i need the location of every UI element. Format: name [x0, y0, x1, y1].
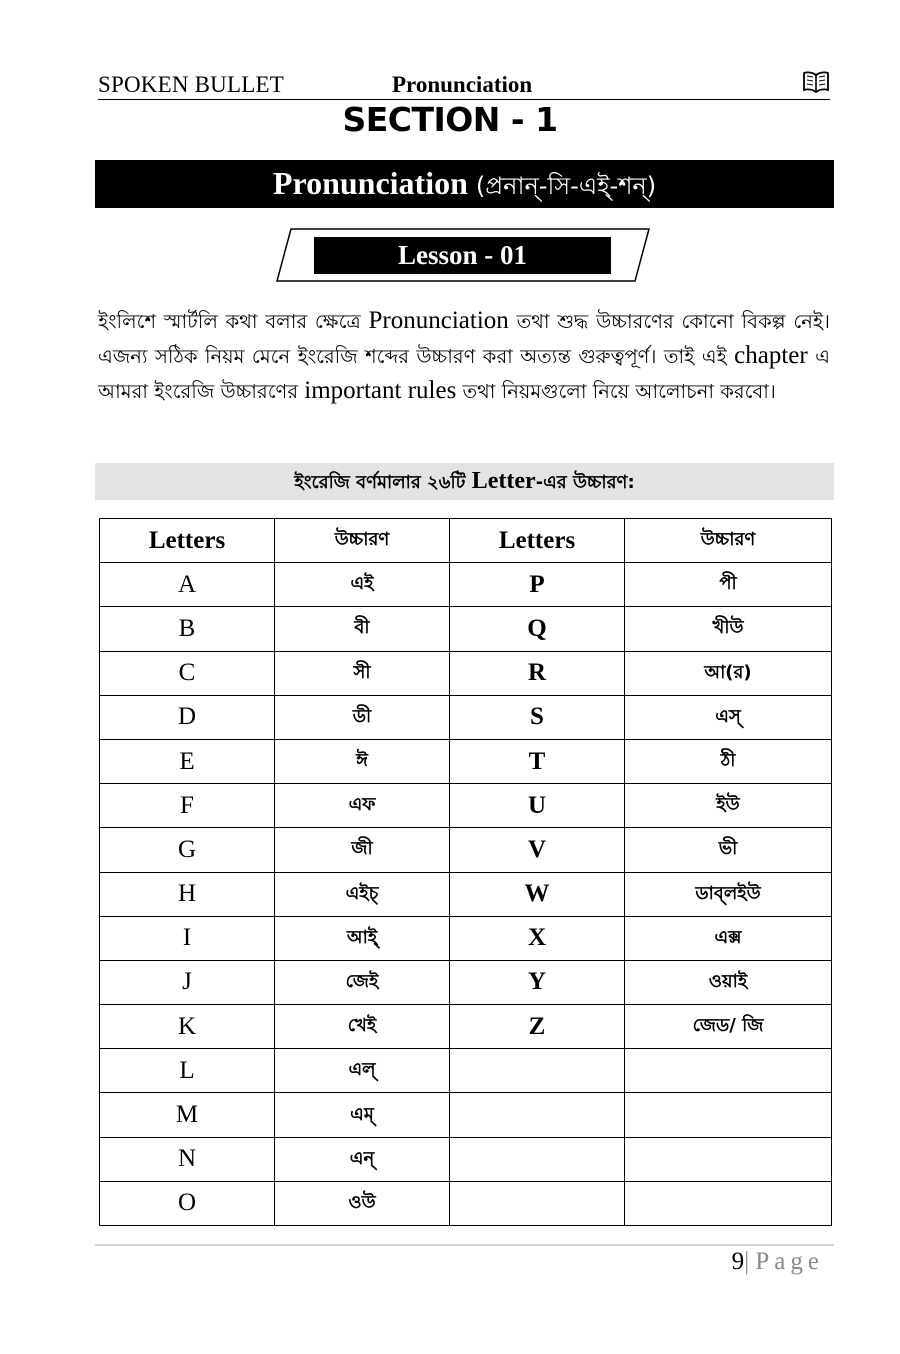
header-letters-2: Letters [450, 519, 625, 563]
table-row [100, 916, 832, 960]
header-letters-1: Letters [100, 519, 275, 563]
letter-cell: W [450, 872, 625, 916]
pronunciation-cell: ঠী [625, 739, 832, 783]
header-pronunciation-2: উচ্চারণ [625, 519, 832, 563]
table-row [100, 1093, 832, 1137]
pronunciation-cell: ওয়াই [625, 960, 832, 1004]
table-row [100, 1137, 832, 1181]
table-row [100, 1049, 832, 1093]
pronunciation-cell: ডাব্‌লইউ [625, 872, 832, 916]
pronunciation-cell: পী [625, 563, 832, 607]
banner-title-bn: (প্রনান্-সি-এই্-শন্) [475, 172, 657, 200]
letter-cell: H [100, 872, 275, 916]
letter-cell: V [450, 828, 625, 872]
pronunciation-cell: জেড/ জি [625, 1005, 832, 1049]
letter-cell: L [100, 1049, 275, 1093]
letter-cell: O [100, 1181, 275, 1225]
pronunciation-cell: বী [275, 607, 450, 651]
pronunciation-cell: ডী [275, 695, 450, 739]
alphabet-subheading [95, 463, 834, 500]
pronunciation-cell: এম্ [275, 1093, 450, 1137]
table-row [100, 1181, 832, 1225]
page-label: Page [755, 1248, 824, 1275]
table-row [100, 607, 832, 651]
chapter-title: Pronunciation [392, 72, 533, 97]
table-row [100, 1005, 832, 1049]
letter-cell: I [100, 916, 275, 960]
header-pronunciation-1: উচ্চারণ [275, 519, 450, 563]
table-row [100, 784, 832, 828]
table-body [100, 563, 832, 1226]
alphabet-table [99, 518, 832, 1226]
page-number: 9 [731, 1248, 745, 1275]
pronunciation-cell: জী [275, 828, 450, 872]
intro-paragraph [98, 304, 830, 409]
letter-cell: F [100, 784, 275, 828]
letter-cell: N [100, 1137, 275, 1181]
letter-cell [450, 1093, 625, 1137]
table-row [100, 739, 832, 783]
intro-text-3: এ আমরা ইংরেজি উচ্চারণের [98, 345, 830, 403]
pronunciation-cell: খেই [275, 1005, 450, 1049]
subheading-letter: Letter [471, 468, 536, 494]
running-header [98, 70, 830, 100]
letter-cell [450, 1181, 625, 1225]
letter-cell: K [100, 1005, 275, 1049]
table-row [100, 872, 832, 916]
letter-cell: Y [450, 960, 625, 1004]
pronunciation-cell: আই্ [275, 916, 450, 960]
pronunciation-cell: এন্ [275, 1137, 450, 1181]
letter-cell: T [450, 739, 625, 783]
table-row [100, 960, 832, 1004]
section-title: SECTION - 1 [342, 100, 558, 139]
letter-cell [450, 1137, 625, 1181]
letter-cell: Q [450, 607, 625, 651]
page-separator: | [744, 1248, 750, 1275]
table-header-row [100, 519, 832, 563]
pronunciation-cell: ভী [625, 828, 832, 872]
letter-cell: D [100, 695, 275, 739]
letter-cell: X [450, 916, 625, 960]
topic-banner [95, 160, 834, 208]
letter-cell: A [100, 563, 275, 607]
letter-cell: M [100, 1093, 275, 1137]
letter-cell: E [100, 739, 275, 783]
letter-cell: G [100, 828, 275, 872]
intro-word-rules: important rules [304, 377, 457, 404]
pronunciation-cell: এক্স [625, 916, 832, 960]
pronunciation-cell: এল্ [275, 1049, 450, 1093]
letter-cell: U [450, 784, 625, 828]
intro-text-2: তথা শুদ্ধ উচ্চারণের কোনো বিকল্প নেই। এজন্য সঠিক নিয়ম মেনে ইংরেজি শব্দের উচ্চারণ করা অত্যন্ত গুরুত্বপূর্ণ। তাই এই [98, 310, 830, 368]
banner-title-en: Pronunciation [272, 165, 468, 201]
table-row [100, 695, 832, 739]
book-icon [802, 70, 830, 94]
letter-cell: B [100, 607, 275, 651]
pronunciation-cell: এস্ [625, 695, 832, 739]
pronunciation-cell: সী [275, 651, 450, 695]
table-row [100, 828, 832, 872]
lesson-label: Lesson - 01 [314, 237, 611, 274]
intro-text-4: তথা নিয়মগুলো নিয়ে আলোচনা করবো। [462, 380, 776, 403]
pronunciation-cell: খীউ [625, 607, 832, 651]
pronunciation-cell: ওউ [275, 1181, 450, 1225]
pronunciation-cell [625, 1093, 832, 1137]
pronunciation-cell: এই [275, 563, 450, 607]
book-title: SPOKEN BULLET [98, 72, 284, 97]
pronunciation-cell: ইউ [625, 784, 832, 828]
letter-cell: S [450, 695, 625, 739]
table-row [100, 563, 832, 607]
subheading-post: -এর উচ্চারণ: [535, 472, 635, 493]
letter-cell: P [450, 563, 625, 607]
subheading-pre: ইংরেজি বর্ণমালার ২৬টি [294, 472, 466, 493]
page-footer [732, 1248, 824, 1276]
intro-word-pronunciation: Pronunciation [368, 307, 509, 334]
pronunciation-cell: ঈ [275, 739, 450, 783]
pronunciation-cell: জেই [275, 960, 450, 1004]
letter-cell: R [450, 651, 625, 695]
intro-word-chapter: chapter [734, 342, 808, 369]
pronunciation-cell [625, 1049, 832, 1093]
letter-cell [450, 1049, 625, 1093]
letter-cell: J [100, 960, 275, 1004]
pronunciation-cell: এফ [275, 784, 450, 828]
intro-text-1: ইংলিশে স্মার্টলি কথা বলার ক্ষেত্রে [98, 310, 361, 333]
pronunciation-cell [625, 1181, 832, 1225]
letter-cell: C [100, 651, 275, 695]
table-row [100, 651, 832, 695]
letter-cell: Z [450, 1005, 625, 1049]
pronunciation-cell: এইচ্ [275, 872, 450, 916]
footer-divider [95, 1244, 834, 1246]
pronunciation-cell: আ(র) [625, 651, 832, 695]
pronunciation-cell [625, 1137, 832, 1181]
